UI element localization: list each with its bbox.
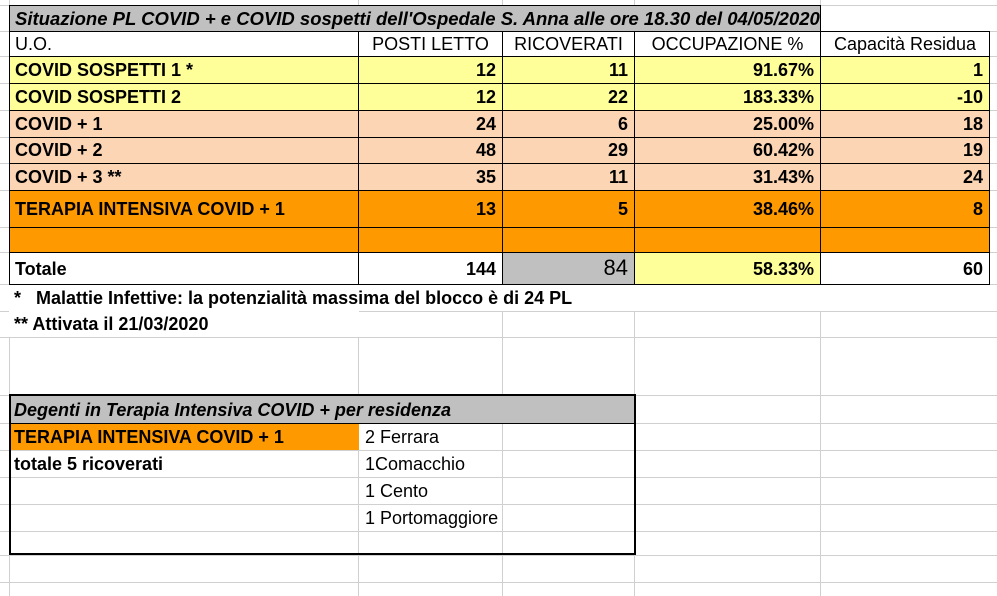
occupazione-cell: 60.42% (634, 137, 821, 164)
box-border-left (9, 394, 11, 555)
uo-cell: COVID + 1 (9, 110, 359, 138)
residenza-total: totale 5 ricoverati (14, 453, 164, 474)
posti-cell: 13 (358, 190, 503, 228)
posti-cell: 24 (358, 110, 503, 138)
ricoverati-cell: 22 (502, 83, 635, 111)
residenza-item: 1 Cento (365, 480, 429, 501)
ricoverati-cell: 11 (502, 163, 635, 191)
residenza-title: Degenti in Terapia Intensiva COVID + per residenza (9, 396, 635, 424)
ricoverati-cell: 5 (502, 190, 635, 228)
header-ricoverati: RICOVERATI (502, 31, 635, 57)
header-capacita-residua: Capacità Residua (820, 31, 990, 57)
capacita-cell: -10 (820, 83, 990, 111)
residenza-unit: TERAPIA INTENSIVA COVID + 1 (9, 424, 359, 450)
uo-cell: COVID + 3 ** (9, 163, 359, 191)
capacita-cell: 18 (820, 110, 990, 138)
posti-cell: 48 (358, 137, 503, 164)
sheet-title: Situazione PL COVID + e COVID sospetti dell'Ospedale S. Anna alle ore 18.30 del 04/05/2020 (9, 5, 821, 32)
total-label: Totale (9, 252, 359, 285)
box-border-top (9, 394, 636, 396)
empty-cell (9, 227, 359, 253)
occupazione-cell: 183.33% (634, 83, 821, 111)
empty-cell (502, 227, 635, 253)
posti-cell: 35 (358, 163, 503, 191)
empty-cell (634, 227, 821, 253)
uo-cell: COVID SOSPETTI 1 * (9, 56, 359, 84)
empty-cell (820, 227, 990, 253)
box-border-right (634, 394, 636, 555)
note-attivata: ** Attivata il 21/03/2020 (9, 311, 359, 337)
ricoverati-cell: 11 (502, 56, 635, 84)
ricoverati-cell: 29 (502, 137, 635, 164)
residenza-item: 2 Ferrara (365, 426, 440, 447)
occupazione-cell: 38.46% (634, 190, 821, 228)
header-uo: U.O. (9, 31, 359, 57)
occupazione-cell: 25.00% (634, 110, 821, 138)
total-occupazione: 58.33% (634, 252, 821, 285)
total-posti: 144 (358, 252, 503, 285)
posti-cell: 12 (358, 56, 503, 84)
residenza-item: 1Comacchio (365, 453, 466, 474)
header-posti-letto: POSTI LETTO (358, 31, 503, 57)
occupazione-cell: 91.67% (634, 56, 821, 84)
total-ricoverati: 84 (502, 252, 635, 285)
capacita-cell: 1 (820, 56, 990, 84)
box-border-bottom (9, 553, 636, 555)
note-malattie-infettive: * Malattie Infettive: la potenzialità massima del blocco è di 24 PL (9, 285, 821, 311)
uo-cell: TERAPIA INTENSIVA COVID + 1 (9, 190, 359, 228)
capacita-cell: 8 (820, 190, 990, 228)
total-capacita: 60 (820, 252, 990, 285)
capacita-cell: 19 (820, 137, 990, 164)
box-title-divider (9, 423, 636, 424)
uo-cell: COVID SOSPETTI 2 (9, 83, 359, 111)
uo-cell: COVID + 2 (9, 137, 359, 164)
posti-cell: 12 (358, 83, 503, 111)
residenza-item: 1 Portomaggiore (365, 507, 499, 528)
capacita-cell: 24 (820, 163, 990, 191)
empty-cell (358, 227, 503, 253)
occupazione-cell: 31.43% (634, 163, 821, 191)
ricoverati-cell: 6 (502, 110, 635, 138)
header-occupazione: OCCUPAZIONE % (634, 31, 821, 57)
